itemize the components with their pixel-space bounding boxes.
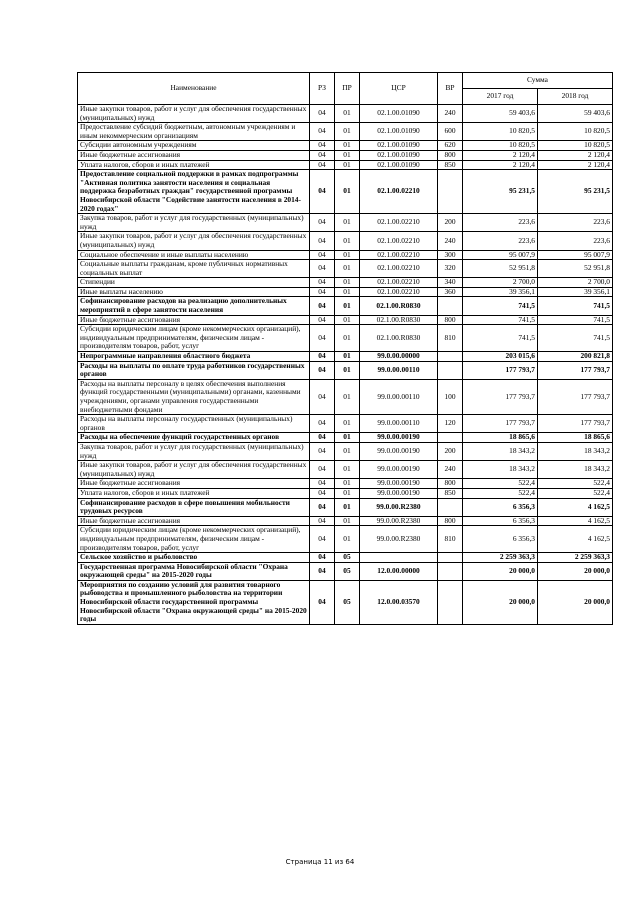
cell-pr: 05 <box>335 580 360 624</box>
cell-name: Иные закупки товаров, работ и услуг для обеспечения государственных (муниципальных) нужд <box>78 461 310 479</box>
cell-csr: 12.0.00.03570 <box>360 580 438 624</box>
cell-vr <box>438 553 463 563</box>
cell-v2018: 2 700,0 <box>538 278 613 288</box>
cell-v2018: 95 007,9 <box>538 250 613 260</box>
cell-name: Уплата налогов, сборов и иных платежей <box>78 160 310 170</box>
cell-rz: 04 <box>310 160 335 170</box>
cell-vr: 320 <box>438 260 463 278</box>
cell-v2018: 522,4 <box>538 488 613 498</box>
cell-vr <box>438 562 463 580</box>
cell-vr <box>438 361 463 379</box>
cell-name: Иные закупки товаров, работ и услуг для обеспечения государственных (муниципальных) нужд <box>78 105 310 123</box>
cell-csr <box>360 553 438 563</box>
table-row <box>78 379 613 414</box>
cell-pr: 01 <box>335 442 360 460</box>
cell-rz: 04 <box>310 260 335 278</box>
cell-vr <box>438 498 463 516</box>
cell-vr: 620 <box>438 141 463 151</box>
cell-vr: 850 <box>438 488 463 498</box>
cell-name: Иные закупки товаров, работ и услуг для обеспечения государственных (муниципальных) нужд <box>78 232 310 250</box>
cell-v2018: 52 951,8 <box>538 260 613 278</box>
cell-csr: 02.1.00.02210 <box>360 287 438 297</box>
cell-rz: 04 <box>310 232 335 250</box>
cell-v2017: 741,5 <box>463 315 538 325</box>
table-row <box>78 297 613 315</box>
cell-v2017: 223,6 <box>463 214 538 232</box>
cell-v2018: 741,5 <box>538 325 613 352</box>
budget-table-container <box>77 72 612 625</box>
cell-csr: 99.0.00.00190 <box>360 479 438 489</box>
cell-rz: 04 <box>310 562 335 580</box>
cell-v2018: 4 162,5 <box>538 526 613 553</box>
cell-pr: 01 <box>335 170 360 214</box>
cell-vr: 810 <box>438 526 463 553</box>
cell-v2017: 59 403,6 <box>463 105 538 123</box>
cell-name: Иные бюджетные ассигнования <box>78 479 310 489</box>
cell-v2017: 18 343,2 <box>463 442 538 460</box>
cell-csr: 99.0.00.00190 <box>360 461 438 479</box>
cell-csr: 99.0.00.00190 <box>360 433 438 443</box>
table-row <box>78 526 613 553</box>
table-row <box>78 498 613 516</box>
cell-vr <box>438 170 463 214</box>
cell-pr: 01 <box>335 415 360 433</box>
cell-v2018: 4 162,5 <box>538 498 613 516</box>
cell-name: Расходы на выплаты персоналу в целях обеспечения выполнения функций государственными (муниципальными) органами, казенными учреждениями, органами управления государственными внебюджетными фондами <box>78 379 310 414</box>
cell-pr: 05 <box>335 553 360 563</box>
cell-v2017: 177 793,7 <box>463 379 538 414</box>
cell-pr: 01 <box>335 232 360 250</box>
cell-v2018: 177 793,7 <box>538 415 613 433</box>
cell-pr: 01 <box>335 488 360 498</box>
cell-rz: 04 <box>310 278 335 288</box>
table-row <box>78 278 613 288</box>
header-name: Наименование <box>78 73 310 105</box>
cell-pr: 01 <box>335 516 360 526</box>
cell-vr: 240 <box>438 232 463 250</box>
cell-v2017: 741,5 <box>463 325 538 352</box>
table-row <box>78 232 613 250</box>
cell-v2017: 95 231,5 <box>463 170 538 214</box>
cell-csr: 99.0.00.00110 <box>360 415 438 433</box>
header-vr: ВР <box>438 73 463 105</box>
cell-vr: 340 <box>438 278 463 288</box>
cell-csr: 02.1.00.01090 <box>360 160 438 170</box>
cell-vr: 360 <box>438 287 463 297</box>
cell-v2017: 2 700,0 <box>463 278 538 288</box>
cell-v2018: 20 000,0 <box>538 562 613 580</box>
cell-v2018: 39 356,1 <box>538 287 613 297</box>
cell-v2018: 4 162,5 <box>538 516 613 526</box>
table-body <box>78 105 613 625</box>
cell-vr: 100 <box>438 379 463 414</box>
cell-rz: 04 <box>310 415 335 433</box>
cell-rz: 04 <box>310 498 335 516</box>
cell-csr: 99.0.00.00190 <box>360 442 438 460</box>
cell-name: Закупка товаров, работ и услуг для государственных (муниципальных) нужд <box>78 442 310 460</box>
cell-name: Софинансирование расходов на реализацию дополнительных мероприятий в сфере занятости населения <box>78 297 310 315</box>
cell-rz: 04 <box>310 461 335 479</box>
cell-name: Иные бюджетные ассигнования <box>78 516 310 526</box>
table-row <box>78 488 613 498</box>
cell-pr: 01 <box>335 315 360 325</box>
cell-vr: 240 <box>438 461 463 479</box>
cell-vr: 800 <box>438 479 463 489</box>
cell-csr: 02.1.00.R0830 <box>360 325 438 352</box>
cell-name: Расходы на обеспечение функций государственных органов <box>78 433 310 443</box>
cell-pr: 01 <box>335 325 360 352</box>
cell-v2018: 59 403,6 <box>538 105 613 123</box>
cell-name: Расходы на выплаты по оплате труда работников государственных органов <box>78 361 310 379</box>
cell-v2018: 18 865,6 <box>538 433 613 443</box>
cell-vr: 850 <box>438 160 463 170</box>
cell-vr <box>438 433 463 443</box>
header-sum: Сумма <box>463 73 613 89</box>
table-row <box>78 415 613 433</box>
cell-pr: 01 <box>335 479 360 489</box>
cell-v2017: 6 356,3 <box>463 516 538 526</box>
cell-pr: 01 <box>335 260 360 278</box>
table-row <box>78 352 613 362</box>
header-rz: РЗ <box>310 73 335 105</box>
cell-v2017: 2 120,4 <box>463 160 538 170</box>
table-row <box>78 150 613 160</box>
cell-rz: 04 <box>310 379 335 414</box>
cell-vr: 600 <box>438 123 463 141</box>
cell-pr: 01 <box>335 526 360 553</box>
cell-vr <box>438 580 463 624</box>
cell-rz: 04 <box>310 297 335 315</box>
cell-name: Сельское хозяйство и рыболовство <box>78 553 310 563</box>
cell-v2017: 6 356,3 <box>463 526 538 553</box>
table-row <box>78 580 613 624</box>
cell-vr: 120 <box>438 415 463 433</box>
cell-rz: 04 <box>310 287 335 297</box>
cell-name: Уплата налогов, сборов и иных платежей <box>78 488 310 498</box>
cell-v2018: 2 120,4 <box>538 150 613 160</box>
cell-rz: 04 <box>310 315 335 325</box>
cell-v2018: 10 820,5 <box>538 141 613 151</box>
cell-v2018: 18 343,2 <box>538 442 613 460</box>
cell-rz: 04 <box>310 250 335 260</box>
cell-v2017: 2 120,4 <box>463 150 538 160</box>
cell-rz: 04 <box>310 433 335 443</box>
cell-pr: 01 <box>335 141 360 151</box>
cell-csr: 02.1.00.02210 <box>360 170 438 214</box>
table-row <box>78 214 613 232</box>
cell-v2017: 203 015,6 <box>463 352 538 362</box>
cell-rz: 04 <box>310 170 335 214</box>
cell-pr: 01 <box>335 498 360 516</box>
cell-pr: 01 <box>335 278 360 288</box>
cell-vr: 240 <box>438 105 463 123</box>
cell-rz: 04 <box>310 442 335 460</box>
cell-v2018: 223,6 <box>538 232 613 250</box>
cell-csr: 02.1.00.01090 <box>360 123 438 141</box>
cell-rz: 04 <box>310 141 335 151</box>
cell-vr: 800 <box>438 315 463 325</box>
cell-pr: 01 <box>335 287 360 297</box>
cell-rz: 04 <box>310 150 335 160</box>
cell-csr: 99.0.00.00110 <box>360 361 438 379</box>
cell-name: Иные бюджетные ассигнования <box>78 150 310 160</box>
cell-v2018: 522,4 <box>538 479 613 489</box>
cell-rz: 04 <box>310 325 335 352</box>
cell-pr: 01 <box>335 297 360 315</box>
cell-csr: 02.1.00.02210 <box>360 278 438 288</box>
header-csr: ЦСР <box>360 73 438 105</box>
header-2018: 2018 год <box>538 89 613 105</box>
cell-csr: 02.1.00.02210 <box>360 250 438 260</box>
cell-v2017: 20 000,0 <box>463 562 538 580</box>
cell-name: Предоставление субсидий бюджетным, автономным учреждениям и иным некоммерческим организациям <box>78 123 310 141</box>
cell-rz: 04 <box>310 516 335 526</box>
cell-csr: 99.0.00.00190 <box>360 488 438 498</box>
cell-rz: 04 <box>310 361 335 379</box>
cell-vr: 800 <box>438 150 463 160</box>
cell-csr: 99.0.00.00000 <box>360 352 438 362</box>
cell-name: Непрограммные направления областного бюджета <box>78 352 310 362</box>
cell-v2017: 522,4 <box>463 479 538 489</box>
cell-v2018: 95 231,5 <box>538 170 613 214</box>
cell-vr <box>438 297 463 315</box>
cell-v2018: 741,5 <box>538 315 613 325</box>
cell-name: Иные бюджетные ассигнования <box>78 315 310 325</box>
budget-table <box>77 72 613 625</box>
cell-pr: 01 <box>335 160 360 170</box>
cell-name: Социальное обеспечение и иные выплаты населению <box>78 250 310 260</box>
cell-v2018: 200 821,8 <box>538 352 613 362</box>
cell-v2018: 177 793,7 <box>538 361 613 379</box>
cell-pr: 01 <box>335 461 360 479</box>
cell-csr: 02.1.00.02210 <box>360 260 438 278</box>
cell-csr: 02.1.00.02210 <box>360 214 438 232</box>
table-row <box>78 442 613 460</box>
cell-v2017: 52 951,8 <box>463 260 538 278</box>
cell-csr: 12.0.00.00000 <box>360 562 438 580</box>
cell-name: Предоставление социальной поддержки в рамках подпрограммы "Активная политика занятости населения и социальная поддержка безработных граждан" государственной программы Новосибирской области "Содействие занятости населения в 2014-2020 годах" <box>78 170 310 214</box>
cell-pr: 01 <box>335 123 360 141</box>
cell-v2017: 10 820,5 <box>463 141 538 151</box>
cell-vr <box>438 352 463 362</box>
cell-v2017: 18 343,2 <box>463 461 538 479</box>
table-row <box>78 553 613 563</box>
cell-pr: 01 <box>335 352 360 362</box>
cell-csr: 02.1.00.R0830 <box>360 297 438 315</box>
cell-pr: 05 <box>335 562 360 580</box>
table-row <box>78 361 613 379</box>
cell-v2018: 10 820,5 <box>538 123 613 141</box>
header-pr: ПР <box>335 73 360 105</box>
table-row <box>78 325 613 352</box>
cell-rz: 04 <box>310 479 335 489</box>
cell-name: Субсидии юридическим лицам (кроме некоммерческих организаций), индивидуальным предпринимателям, физическим лицам - производителям товаров, работ, услуг <box>78 526 310 553</box>
cell-v2017: 741,5 <box>463 297 538 315</box>
cell-v2018: 2 120,4 <box>538 160 613 170</box>
cell-name: Расходы на выплаты персоналу государственных (муниципальных) органов <box>78 415 310 433</box>
cell-rz: 04 <box>310 105 335 123</box>
cell-rz: 04 <box>310 553 335 563</box>
table-row <box>78 562 613 580</box>
cell-rz: 04 <box>310 214 335 232</box>
cell-v2018: 177 793,7 <box>538 379 613 414</box>
cell-csr: 02.1.00.01090 <box>360 150 438 160</box>
cell-name: Мероприятия по созданию условий для развития товарного рыбоводства и промышленного рыболовства на территории Новосибирской области государственной программы Новосибирской области "Охрана окружающей среды" на 2015-2020 годы <box>78 580 310 624</box>
cell-pr: 01 <box>335 361 360 379</box>
cell-v2017: 177 793,7 <box>463 415 538 433</box>
cell-name: Субсидии юридическим лицам (кроме некоммерческих организаций), индивидуальным предпринимателям, физическим лицам - производителям товаров, работ, услуг <box>78 325 310 352</box>
cell-pr: 01 <box>335 379 360 414</box>
cell-name: Закупка товаров, работ и услуг для государственных (муниципальных) нужд <box>78 214 310 232</box>
cell-rz: 04 <box>310 352 335 362</box>
cell-csr: 02.1.00.01090 <box>360 105 438 123</box>
cell-csr: 99.0.00.R2380 <box>360 526 438 553</box>
cell-pr: 01 <box>335 150 360 160</box>
cell-v2017: 223,6 <box>463 232 538 250</box>
header-2017: 2017 год <box>463 89 538 105</box>
table-row <box>78 461 613 479</box>
cell-vr: 200 <box>438 442 463 460</box>
cell-name: Субсидии автономным учреждениям <box>78 141 310 151</box>
cell-csr: 99.0.00.R2380 <box>360 498 438 516</box>
cell-vr: 800 <box>438 516 463 526</box>
cell-v2018: 20 000,0 <box>538 580 613 624</box>
cell-v2017: 6 356,3 <box>463 498 538 516</box>
cell-v2017: 20 000,0 <box>463 580 538 624</box>
cell-rz: 04 <box>310 488 335 498</box>
cell-csr: 99.0.00.00110 <box>360 379 438 414</box>
cell-v2018: 2 259 363,3 <box>538 553 613 563</box>
cell-csr: 99.0.00.R2380 <box>360 516 438 526</box>
cell-v2017: 95 007,9 <box>463 250 538 260</box>
cell-v2017: 177 793,7 <box>463 361 538 379</box>
cell-pr: 01 <box>335 214 360 232</box>
cell-name: Иные выплаты населению <box>78 287 310 297</box>
cell-rz: 04 <box>310 123 335 141</box>
cell-name: Государственная программа Новосибирской области "Охрана окружающей среды" на 2015-2020 годы <box>78 562 310 580</box>
cell-v2018: 223,6 <box>538 214 613 232</box>
cell-vr: 200 <box>438 214 463 232</box>
cell-rz: 04 <box>310 580 335 624</box>
cell-v2018: 741,5 <box>538 297 613 315</box>
cell-vr: 300 <box>438 250 463 260</box>
cell-csr: 02.1.00.R0830 <box>360 315 438 325</box>
cell-name: Социальные выплаты гражданам, кроме публичных нормативных социальных выплат <box>78 260 310 278</box>
table-row <box>78 260 613 278</box>
cell-v2017: 10 820,5 <box>463 123 538 141</box>
cell-pr: 01 <box>335 250 360 260</box>
table-row <box>78 479 613 489</box>
cell-rz: 04 <box>310 526 335 553</box>
cell-csr: 02.1.00.02210 <box>360 232 438 250</box>
cell-pr: 01 <box>335 433 360 443</box>
cell-pr: 01 <box>335 105 360 123</box>
cell-v2017: 18 865,6 <box>463 433 538 443</box>
cell-v2018: 18 343,2 <box>538 461 613 479</box>
cell-v2017: 39 356,1 <box>463 287 538 297</box>
table-row <box>78 105 613 123</box>
table-row <box>78 170 613 214</box>
cell-name: Стипендии <box>78 278 310 288</box>
table-row <box>78 123 613 141</box>
page-footer: Страница 11 из 64 <box>285 858 355 866</box>
cell-vr: 810 <box>438 325 463 352</box>
cell-name: Софинансирование расходов в сфере повышения мобильности трудовых ресурсов <box>78 498 310 516</box>
cell-csr: 02.1.00.01090 <box>360 141 438 151</box>
cell-v2017: 522,4 <box>463 488 538 498</box>
cell-v2017: 2 259 363,3 <box>463 553 538 563</box>
